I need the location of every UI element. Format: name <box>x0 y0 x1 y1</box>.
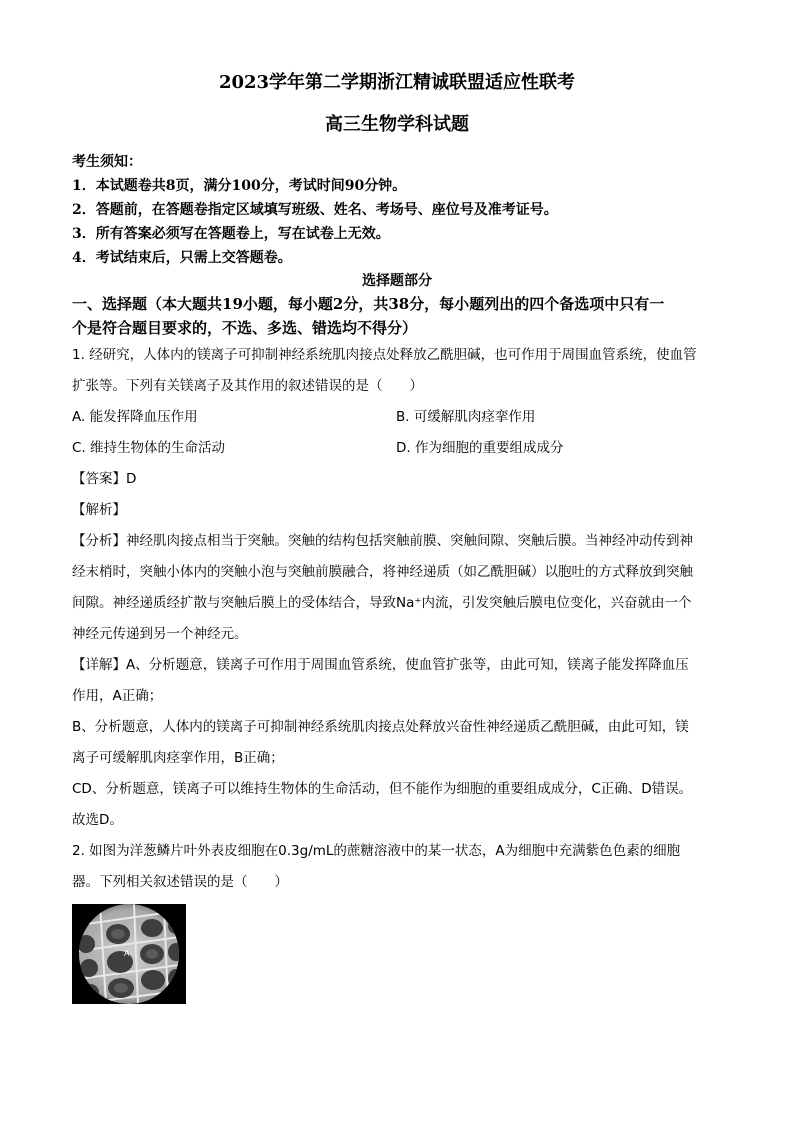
onion-cell-micrograph <box>72 904 186 1004</box>
notice-item: 1．本试题卷共8页，满分100分，考试时间90分钟。 <box>72 178 407 194</box>
analysis-line: 【分析】神经肌肉接点相当于突触。突触的结构包括突触前膜、突触间隙、突触后膜。当神经冲动传到神 <box>72 533 693 549</box>
question-2 <box>72 836 722 1004</box>
option-d: D. 作为细胞的重要组成成分 <box>396 440 564 456</box>
detail-line: 离子可缓解肌肉痉挛作用，B正确； <box>72 750 284 766</box>
section-heading-line: 个是符合题目要求的，不选、多选、错选均不得分） <box>72 319 418 337</box>
figure-label-a: A <box>124 949 130 958</box>
section-heading-line: 一、选择题（本大题共19小题，每小题2分，共38分，每小题列出的四个备选项中只有一 <box>72 295 665 313</box>
question-1 <box>72 340 722 836</box>
detail-line: B、分析题意，人体内的镁离子可抑制神经系统肌肉接点处释放兴奋性神经递质乙酰胆碱，由此可知，镁 <box>72 719 689 735</box>
detail-line: 作用，A正确； <box>72 688 163 704</box>
exam-page <box>72 70 722 1004</box>
question-stem: 2. 如图为洋葱鳞片叶外表皮细胞在0.3g/mL的蔗糖溶液中的某一状态，A为细胞中充满紫色色素的细胞 <box>72 843 681 859</box>
detail-line: CD、分析题意，镁离子可以维持生物体的生命活动，但不能作为细胞的重要组成成分，C正确、D错误。 <box>72 781 693 797</box>
notice-item: 2．答题前，在答题卷指定区域填写班级、姓名、考场号、座位号及准考证号。 <box>72 202 558 218</box>
question-stem: 器。下列相关叙述错误的是（ ） <box>72 874 288 890</box>
notice-item: 4．考试结束后，只需上交答题卷。 <box>72 250 292 266</box>
detail-line: 【详解】A、分析题意，镁离子可作用于周围血管系统，使血管扩张等，由此可知，镁离子能发挥降血压 <box>72 657 689 673</box>
question-stem: 扩张等。下列有关镁离子及其作用的叙述错误的是（ ） <box>72 378 423 394</box>
analysis-line: 经末梢时，突触小体内的突触小泡与突触前膜融合，将神经递质（如乙酰胆碱）以胞吐的方式释放到突触 <box>72 564 693 580</box>
notice-item: 3．所有答案必须写在答题卷上，写在试卷上无效。 <box>72 226 390 242</box>
analysis-label: 【解析】 <box>72 502 126 518</box>
exam-title: 2023学年第二学期浙江精诚联盟适应性联考 <box>218 72 576 93</box>
option-c: C. 维持生物体的生命活动 <box>72 440 226 456</box>
option-b: B. 可缓解肌肉痉挛作用 <box>396 409 536 425</box>
analysis-line: 神经元传递到另一个神经元。 <box>72 626 248 642</box>
answer-tag: 【答案】D <box>72 471 137 487</box>
microscope-image <box>72 904 186 1004</box>
option-grid <box>72 402 722 464</box>
section-title: 选择题部分 <box>362 273 432 289</box>
analysis-line: 间隙。神经递质经扩散与突触后膜上的受体结合，导致Na⁺内流，引发突触后膜电位变化，兴奋就由一个 <box>72 595 692 611</box>
subject-title: 高三生物学科试题 <box>325 114 469 135</box>
detail-line: 故选D。 <box>72 812 123 828</box>
question-stem: 1. 经研究，人体内的镁离子可抑制神经系统肌肉接点处释放乙酰胆碱，也可作用于周围血管系统，使血管 <box>72 347 697 363</box>
option-a: A. 能发挥降血压作用 <box>72 409 198 425</box>
exam-notice <box>72 150 722 270</box>
notice-heading: 考生须知： <box>72 154 142 170</box>
